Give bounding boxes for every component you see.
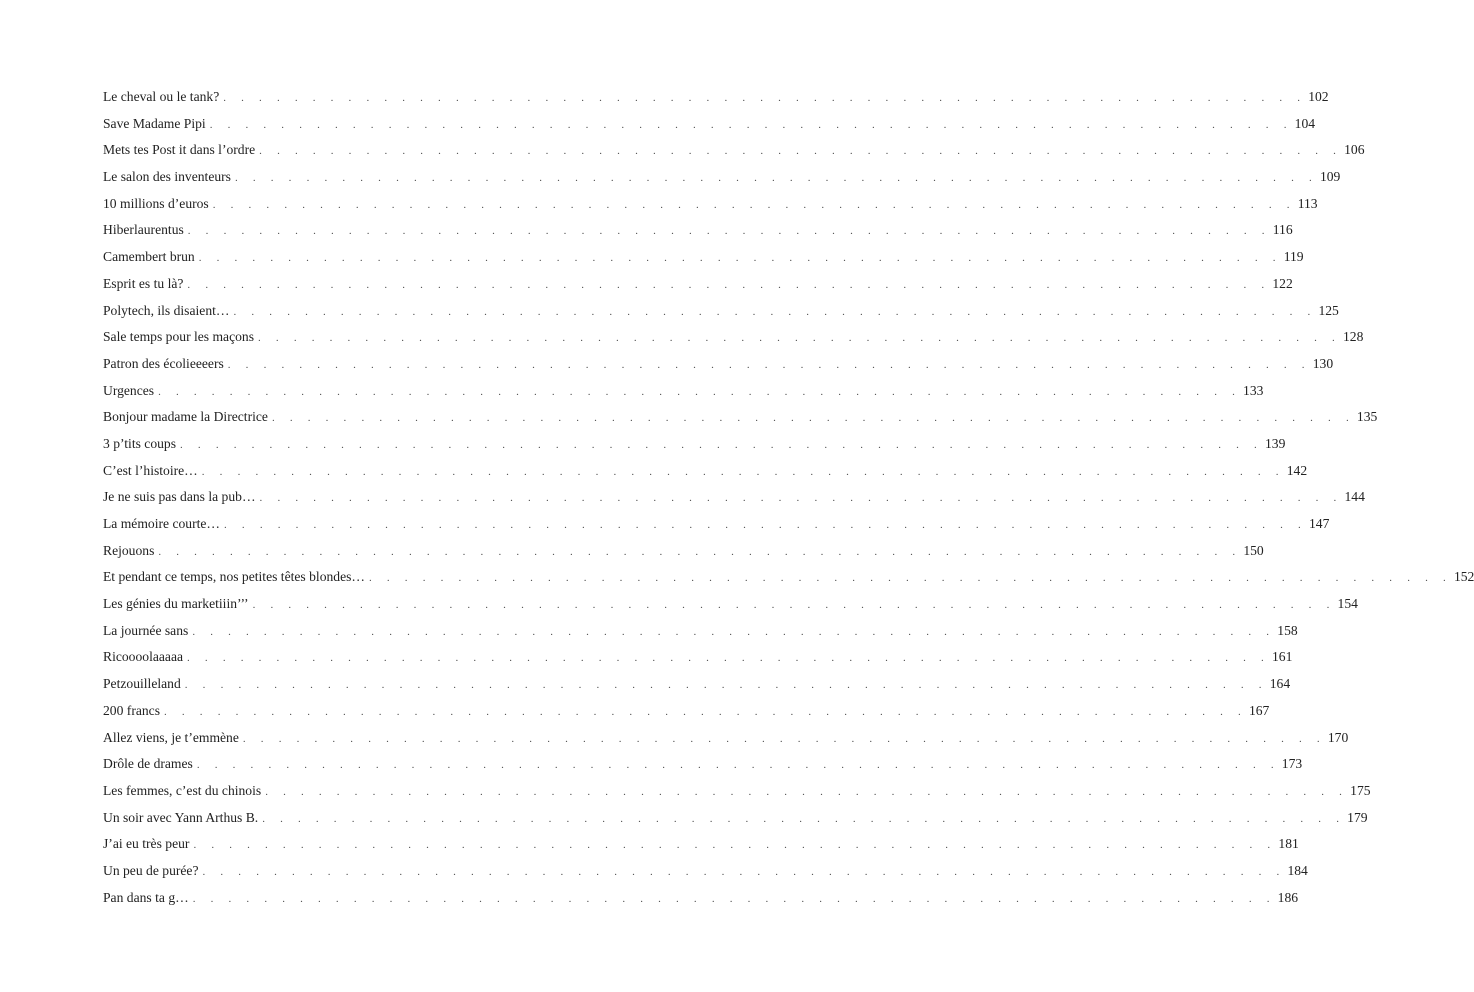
toc-entry (103, 271, 1293, 298)
toc-entry (103, 458, 1308, 485)
toc-entry (103, 698, 1270, 725)
toc-entry (103, 538, 1264, 565)
toc-entry (103, 164, 1341, 191)
toc-dot-leader: . . . . . . . . . . . . . . . . . . . . . . . . . . . . . . . . . . . . . . . . . . . . . . . . . . . . . . . . . . . . . (271, 412, 1355, 425)
toc-entry (103, 217, 1293, 244)
toc-entry-title: Les génies du marketiiin’’’ (103, 596, 249, 612)
toc-dot-leader: . . . . . . . . . . . . . . . . . . . . . . . . . . . . . . . . . . . . . . . . . . . . . . . . . . . . . . . . . . . . . (224, 519, 1307, 531)
toc-entry-title: Petzouilleland (103, 676, 181, 692)
toc-entry (103, 831, 1299, 858)
toc-dot-leader: . . . . . . . . . . . . . . . . . . . . . . . . . . . . . . . . . . . . . . . . . . . . . . . . . . . . . . . . . . . . . (227, 358, 1311, 371)
toc-dot-leader: . . . . . . . . . . . . . . . . . . . . . . . . . . . . . . . . . . . . . . . . . . . . . . . . . . . . . . . . . . . . . (201, 465, 1285, 478)
toc-entry (103, 431, 1286, 458)
toc-entry-title: Un peu de purée? (103, 862, 199, 878)
toc-entry-page: 133 (1243, 382, 1264, 398)
toc-entry (103, 858, 1308, 885)
toc-dot-leader: . . . . . . . . . . . . . . . . . . . . . . . . . . . . . . . . . . . . . . . . . . . . . . . . . . . . . . . . . . . . . (259, 492, 1343, 505)
toc-entry-title: Un soir avec Yann Arthus B. (103, 809, 259, 825)
toc-dot-leader: . . . . . . . . . . . . . . . . . . . . . . . . . . . . . . . . . . . . . . . . . . . . . . . . . . . . . . . . . . . . . (369, 572, 1452, 585)
toc-entry (103, 885, 1299, 912)
toc-entry-page: 158 (1277, 622, 1298, 638)
toc-entry-title: C’est l’histoire… (103, 462, 198, 478)
toc-entry-page: 147 (1308, 516, 1330, 531)
toc-entry-page: 122 (1272, 275, 1293, 291)
toc-entry-title: Le cheval ou le tank? (103, 89, 220, 104)
toc-dot-leader: . . . . . . . . . . . . . . . . . . . . . . . . . . . . . . . . . . . . . . . . . . . . . . . . . . . . . . . . . . . . . (258, 332, 1341, 345)
toc-entry-page: 130 (1312, 355, 1334, 371)
toc-entry-page: 102 (1308, 89, 1329, 104)
toc-entry-page: 184 (1287, 862, 1308, 878)
toc-dot-leader: . . . . . . . . . . . . . . . . . . . . . . . . . . . . . . . . . . . . . . . . . . . . . . . . . . . . . . . . . . . . . (223, 92, 1307, 104)
toc-entry-title: Patron des écolieeeers (103, 355, 224, 371)
toc-entry-page: 104 (1294, 115, 1316, 131)
toc-entry-page: 144 (1344, 489, 1365, 505)
toc-entry-title: Drôle de drames (103, 756, 193, 772)
toc-entry-page: 125 (1318, 302, 1339, 318)
toc-entry-title: Ricoooolaaaaa (103, 649, 184, 665)
toc-entry-page: 164 (1269, 676, 1291, 692)
toc-entry-title: Urgences (103, 382, 155, 398)
toc-entry-page: 179 (1347, 809, 1368, 825)
toc-entry-title: Esprit es tu là? (103, 275, 184, 291)
toc-dot-leader: . . . . . . . . . . . . . . . . . . . . . . . . . . . . . . . . . . . . . . . . . . . . . . . . . . . . . . . . . . . . . (192, 625, 1276, 638)
toc-entry-title: Polytech, ils disaient… (103, 302, 230, 318)
toc-entry-page: 181 (1278, 836, 1299, 852)
toc-entry-page: 167 (1248, 702, 1270, 718)
toc-entry-page: 142 (1286, 462, 1308, 478)
toc-entry-title: Allez viens, je t’emmène (103, 729, 239, 745)
toc-entry-title: Mets tes Post it dans l’ordre (103, 142, 256, 158)
toc-entry-page: 106 (1344, 142, 1365, 158)
toc-entry (103, 778, 1371, 805)
toc-entry (103, 298, 1339, 325)
toc-dot-leader: . . . . . . . . . . . . . . . . . . . . . . . . . . . . . . . . . . . . . . . . . . . . . . . . . . . . . . . . . . . . . (192, 892, 1276, 905)
toc-entry (103, 644, 1293, 671)
toc-entry-title: Save Madame Pipi (103, 115, 206, 131)
toc-entry-page: 175 (1350, 782, 1371, 798)
toc-dot-leader: . . . . . . . . . . . . . . . . . . . . . . . . . . . . . . . . . . . . . . . . . . . . . . . . . . . . . . . . . . . . . (259, 145, 1343, 158)
toc-entry-title: 10 millions d’euros (103, 195, 209, 211)
toc-entry (103, 111, 1316, 138)
toc-entry (103, 244, 1304, 271)
toc-entry-title: Et pendant ce temps, nos petites têtes blondes… (103, 569, 365, 585)
toc-entry-title: Je ne suis pas dans la pub… (103, 489, 256, 505)
toc-entry (103, 324, 1364, 351)
toc-entry-title: Camembert brun (103, 249, 195, 265)
table-of-contents (103, 84, 1474, 911)
toc-entry-title: La journée sans (103, 622, 189, 638)
toc-entry-page: 139 (1264, 435, 1286, 451)
toc-dot-leader: . . . . . . . . . . . . . . . . . . . . . . . . . . . . . . . . . . . . . . . . . . . . . . . . . . . . . . . . . . . . . (242, 732, 1326, 745)
toc-entry-title: 200 francs (103, 702, 160, 718)
toc-dot-leader: . . . . . . . . . . . . . . . . . . . . . . . . . . . . . . . . . . . . . . . . . . . . . . . . . . . . . . . . . . . . . (234, 172, 1318, 185)
toc-entry-page: 152 (1453, 569, 1474, 585)
toc-entry-page: 113 (1297, 195, 1318, 211)
toc-entry-title: Les femmes, c’est du chinois (103, 782, 262, 798)
toc-entry-page: 161 (1271, 649, 1293, 665)
toc-entry-page: 170 (1327, 729, 1349, 745)
toc-entry (103, 191, 1318, 218)
toc-entry-page: 135 (1356, 409, 1378, 425)
toc-entry-title: Le salon des inventeurs (103, 169, 231, 185)
toc-dot-leader: . . . . . . . . . . . . . . . . . . . . . . . . . . . . . . . . . . . . . . . . . . . . . . . . . . . . . . . . . . . . . (193, 839, 1277, 852)
toc-dot-leader: . . . . . . . . . . . . . . . . . . . . . . . . . . . . . . . . . . . . . . . . . . . . . . . . . . . . . . . . . . . . . (180, 438, 1263, 451)
toc-dot-leader: . . . . . . . . . . . . . . . . . . . . . . . . . . . . . . . . . . . . . . . . . . . . . . . . . . . . . . . . . . . . . (262, 812, 1346, 825)
toc-entry (103, 84, 1329, 111)
toc-entry (103, 378, 1264, 405)
toc-entry (103, 751, 1303, 778)
toc-entry-title: Bonjour madame la Directrice (103, 409, 268, 425)
toc-dot-leader: . . . . . . . . . . . . . . . . . . . . . . . . . . . . . . . . . . . . . . . . . . . . . . . . . . . . . . . . . . . . . (212, 198, 1296, 211)
toc-dot-leader: . . . . . . . . . . . . . . . . . . . . . . . . . . . . . . . . . . . . . . . . . . . . . . . . . . . . . . . . . . . . . (187, 278, 1271, 291)
toc-dot-leader: . . . . . . . . . . . . . . . . . . . . . . . . . . . . . . . . . . . . . . . . . . . . . . . . . . . . . . . . . . . . . (209, 118, 1293, 131)
toc-entry (103, 484, 1365, 511)
toc-entry (103, 725, 1349, 752)
toc-entry (103, 137, 1365, 164)
toc-entry-page: 154 (1337, 596, 1358, 612)
toc-dot-leader: . . . . . . . . . . . . . . . . . . . . . . . . . . . . . . . . . . . . . . . . . . . . . . . . . . . . . . . . . . . . . (233, 305, 1317, 318)
toc-dot-leader: . . . . . . . . . . . . . . . . . . . . . . . . . . . . . . . . . . . . . . . . . . . . . . . . . . . . . . . . . . . . . (184, 679, 1268, 692)
toc-entry (103, 511, 1330, 538)
toc-entry (103, 404, 1378, 431)
toc-entry (103, 671, 1291, 698)
toc-entry (103, 351, 1334, 378)
toc-entry-page: 109 (1319, 169, 1341, 185)
toc-dot-leader: . . . . . . . . . . . . . . . . . . . . . . . . . . . . . . . . . . . . . . . . . . . . . . . . . . . . . . . . . . . . . (158, 385, 1242, 398)
toc-dot-leader: . . . . . . . . . . . . . . . . . . . . . . . . . . . . . . . . . . . . . . . . . . . . . . . . . . . . . . . . . . . . . (265, 785, 1349, 798)
toc-entry-page: 116 (1272, 222, 1293, 238)
toc-dot-leader: . . . . . . . . . . . . . . . . . . . . . . . . . . . . . . . . . . . . . . . . . . . . . . . . . . . . . . . . . . . . . (187, 225, 1271, 238)
toc-entry (103, 805, 1368, 832)
toc-entry-page: 119 (1283, 249, 1304, 265)
toc-entry-title: Hiberlaurentus (103, 222, 184, 238)
toc-entry-page: 128 (1342, 329, 1364, 345)
toc-entry-title: 3 p’tits coups (103, 435, 177, 451)
toc-entry (103, 564, 1474, 591)
toc-entry-title: Pan dans ta g… (103, 889, 189, 905)
toc-entry (103, 591, 1358, 618)
toc-entry-title: Sale temps pour les maçons (103, 329, 255, 345)
toc-entry-page: 150 (1243, 542, 1264, 558)
toc-dot-leader: . . . . . . . . . . . . . . . . . . . . . . . . . . . . . . . . . . . . . . . . . . . . . . . . . . . . . . . . . . . . . (158, 545, 1242, 558)
toc-dot-leader: . . . . . . . . . . . . . . . . . . . . . . . . . . . . . . . . . . . . . . . . . . . . . . . . . . . . . . . . . . . . . (196, 759, 1280, 772)
toc-dot-leader: . . . . . . . . . . . . . . . . . . . . . . . . . . . . . . . . . . . . . . . . . . . . . . . . . . . . . . . . . . . . . (198, 252, 1282, 265)
toc-entry-title: Rejouons (103, 542, 155, 558)
toc-entry-page: 186 (1277, 889, 1299, 905)
toc-dot-leader: . . . . . . . . . . . . . . . . . . . . . . . . . . . . . . . . . . . . . . . . . . . . . . . . . . . . . . . . . . . . . (187, 652, 1270, 665)
toc-entry-title: J’ai eu très peur (103, 836, 190, 852)
toc-dot-leader: . . . . . . . . . . . . . . . . . . . . . . . . . . . . . . . . . . . . . . . . . . . . . . . . . . . . . . . . . . . . . (202, 865, 1286, 878)
toc-entry-title: La mémoire courte… (103, 516, 221, 531)
toc-dot-leader: . . . . . . . . . . . . . . . . . . . . . . . . . . . . . . . . . . . . . . . . . . . . . . . . . . . . . . . . . . . . . (164, 705, 1247, 718)
toc-entry-page: 173 (1281, 756, 1303, 772)
toc-entry (103, 618, 1298, 645)
toc-dot-leader: . . . . . . . . . . . . . . . . . . . . . . . . . . . . . . . . . . . . . . . . . . . . . . . . . . . . . . . . . . . . . (252, 599, 1336, 612)
